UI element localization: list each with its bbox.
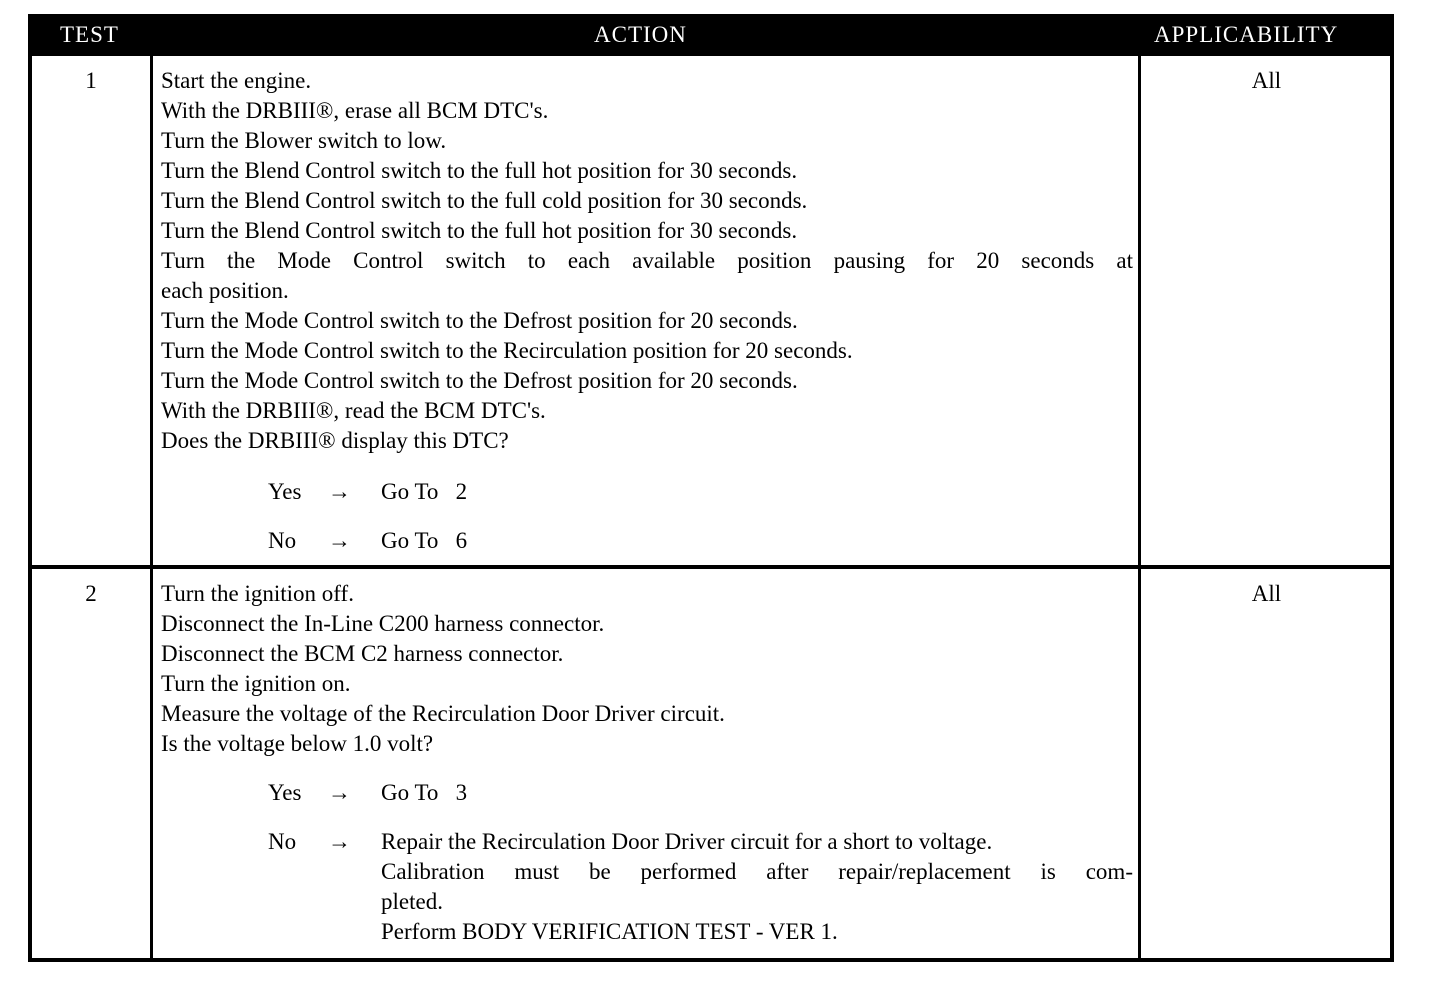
instruction-line: Repair the Recirculation Door Driver circuit for a short to voltage. [381, 829, 993, 854]
step-line: Turn the Blend Control switch to the full cold position for 30 seconds. [161, 188, 808, 213]
no-instructions [381, 827, 1133, 947]
step-line: Turn the Blend Control switch to the full hot position for 30 seconds. [161, 158, 798, 183]
instruction-line: Perform BODY VERIFICATION TEST - VER 1. [381, 919, 838, 944]
test-number: 2 [85, 581, 97, 606]
arrow-icon: → [328, 780, 351, 805]
applicability-value: All [1251, 581, 1282, 606]
no-label: No [268, 528, 297, 553]
table-header [28, 14, 1394, 56]
arrow-icon: → [328, 528, 351, 553]
test-number: 1 [85, 68, 97, 93]
yes-goto: Go To 3 [381, 780, 468, 805]
header-action: ACTION [594, 22, 687, 47]
step-line: Turn the Blend Control switch to the full hot position for 30 seconds. [161, 218, 798, 243]
step-line: each position. [161, 278, 289, 303]
arrow-icon: → [328, 829, 351, 854]
instruction-line: Calibration must be performed after repair/replacement is com- [381, 859, 1133, 884]
step-line: Measure the voltage of the Recirculation Door Driver circuit. [161, 701, 725, 726]
yes-label: Yes [268, 479, 302, 504]
row-divider [32, 565, 1390, 569]
step-line: Turn the Mode Control switch to the Recirculation position for 20 seconds. [161, 338, 853, 363]
applicability-value: All [1251, 68, 1282, 93]
column-divider [1138, 56, 1141, 958]
column-divider [150, 56, 153, 958]
step-line: Turn the ignition on. [161, 671, 351, 696]
no-label: No [268, 829, 297, 854]
step-line: With the DRBIII®, erase all BCM DTC's. [161, 98, 549, 123]
yes-label: Yes [268, 780, 302, 805]
instruction-line: pleted. [381, 889, 443, 914]
step-line: Start the engine. [161, 68, 312, 93]
header-applicability: APPLICABILITY [1154, 22, 1339, 47]
header-test: TEST [60, 22, 119, 47]
action-steps [161, 579, 725, 759]
step-line: With the DRBIII®, read the BCM DTC's. [161, 398, 546, 423]
yes-goto: Go To 2 [381, 479, 468, 504]
step-line: Turn the ignition off. [161, 581, 354, 606]
action-steps [161, 66, 1133, 456]
arrow-icon: → [328, 479, 351, 504]
step-line: Turn the Mode Control switch to each available position pausing for 20 seconds at [161, 248, 1133, 273]
no-goto: Go To 6 [381, 528, 468, 553]
step-line: Turn the Mode Control switch to the Defrost position for 20 seconds. [161, 308, 798, 333]
step-line: Does the DRBIII® display this DTC? [161, 428, 509, 453]
step-line: Turn the Blower switch to low. [161, 128, 447, 153]
step-line: Is the voltage below 1.0 volt? [161, 731, 434, 756]
step-line: Disconnect the In-Line C200 harness connector. [161, 611, 605, 636]
step-line: Disconnect the BCM C2 harness connector. [161, 641, 564, 666]
step-line: Turn the Mode Control switch to the Defrost position for 20 seconds. [161, 368, 798, 393]
diagnostic-test-table [28, 14, 1394, 962]
